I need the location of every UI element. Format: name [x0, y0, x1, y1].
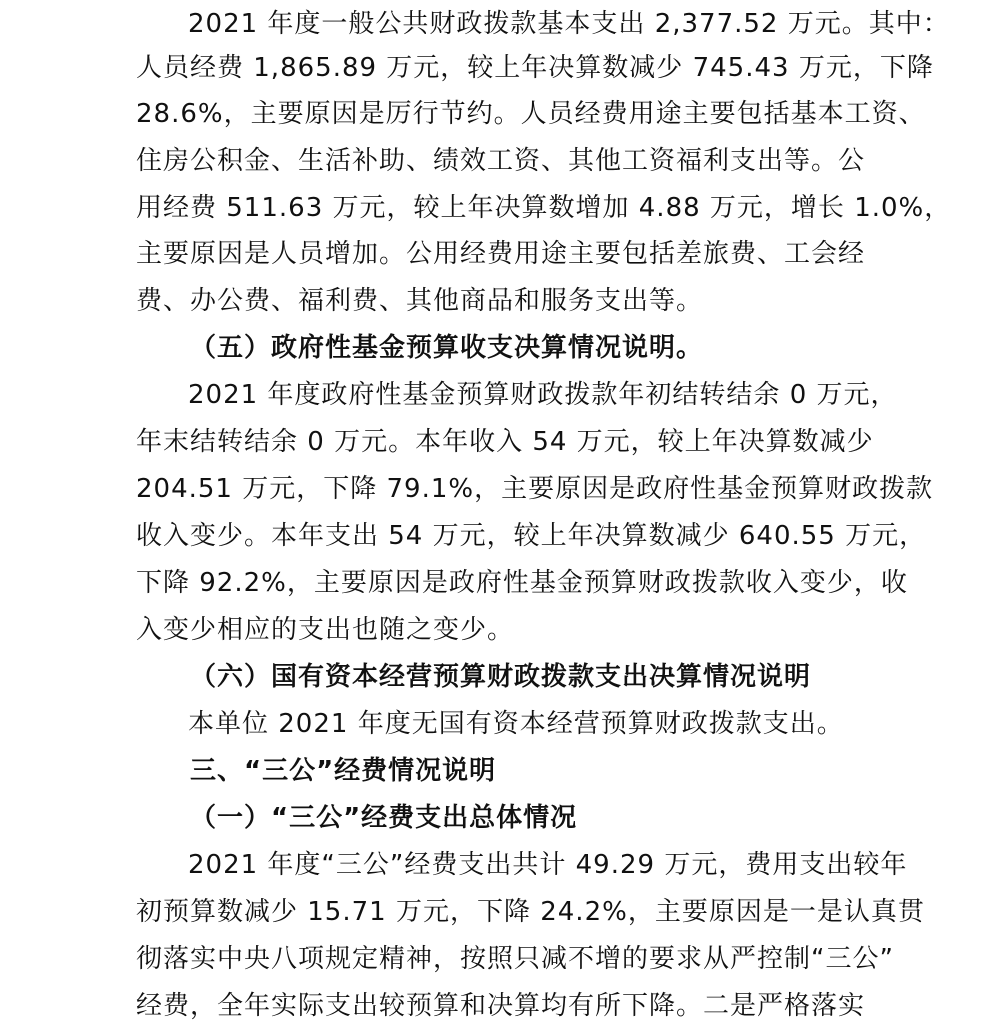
section-heading: （五）政府性基金预算收支决算情况说明。 — [190, 333, 704, 363]
paragraph-line: 204.51 万元，下降 79.1%，主要原因是政府性基金预算财政拨款 — [136, 474, 934, 504]
paragraph-line: 经费，全年实际支出较预算和决算均有所下降。二是严格落实 — [136, 991, 866, 1021]
paragraph-line: 下降 92.2%，主要原因是政府性基金预算财政拨款收入变少，收 — [136, 568, 908, 598]
paragraph-line: 用经费 511.63 万元，较上年决算数增加 4.88 万元，增长 1.0%， — [136, 193, 952, 223]
section-heading: （一）“三公”经费支出总体情况 — [190, 803, 578, 833]
paragraph-line: 入变少相应的支出也随之变少。 — [136, 615, 515, 645]
chapter-heading: 三、“三公”经费情况说明 — [190, 756, 497, 786]
paragraph-line: 2021 年度一般公共财政拨款基本支出 2,377.52 万元。其中： — [188, 9, 950, 39]
paragraph-line: 收入变少。本年支出 54 万元，较上年决算数减少 640.55 万元， — [136, 521, 927, 551]
paragraph-line: 2021 年度政府性基金预算财政拨款年初结转结余 0 万元， — [188, 380, 898, 410]
paragraph-line: 本单位 2021 年度无国有资本经营预算财政拨款支出。 — [188, 709, 844, 739]
section-heading: （六）国有资本经营预算财政拨款支出决算情况说明 — [190, 662, 812, 692]
paragraph-line: 人员经费 1,865.89 万元，较上年决算数减少 745.43 万元，下降 — [136, 53, 934, 83]
paragraph-line: 住房公积金、生活补助、绩效工资、其他工资福利支出等。公 — [136, 146, 866, 176]
paragraph-line: 2021 年度“三公”经费支出共计 49.29 万元，费用支出较年 — [188, 850, 908, 880]
paragraph-line: 年末结转结余 0 万元。本年收入 54 万元，较上年决算数减少 — [136, 427, 874, 457]
paragraph-line: 28.6%，主要原因是厉行节约。人员经费用途主要包括基本工资、 — [136, 99, 926, 129]
paragraph-line: 彻落实中央八项规定精神，按照只减不增的要求从严控制“三公” — [136, 944, 894, 974]
paragraph-line: 费、办公费、福利费、其他商品和服务支出等。 — [136, 286, 704, 316]
paragraph-line: 初预算数减少 15.71 万元，下降 24.2%，主要原因是一是认真贯 — [136, 897, 925, 927]
paragraph-line: 主要原因是人员增加。公用经费用途主要包括差旅费、工会经 — [136, 239, 866, 269]
